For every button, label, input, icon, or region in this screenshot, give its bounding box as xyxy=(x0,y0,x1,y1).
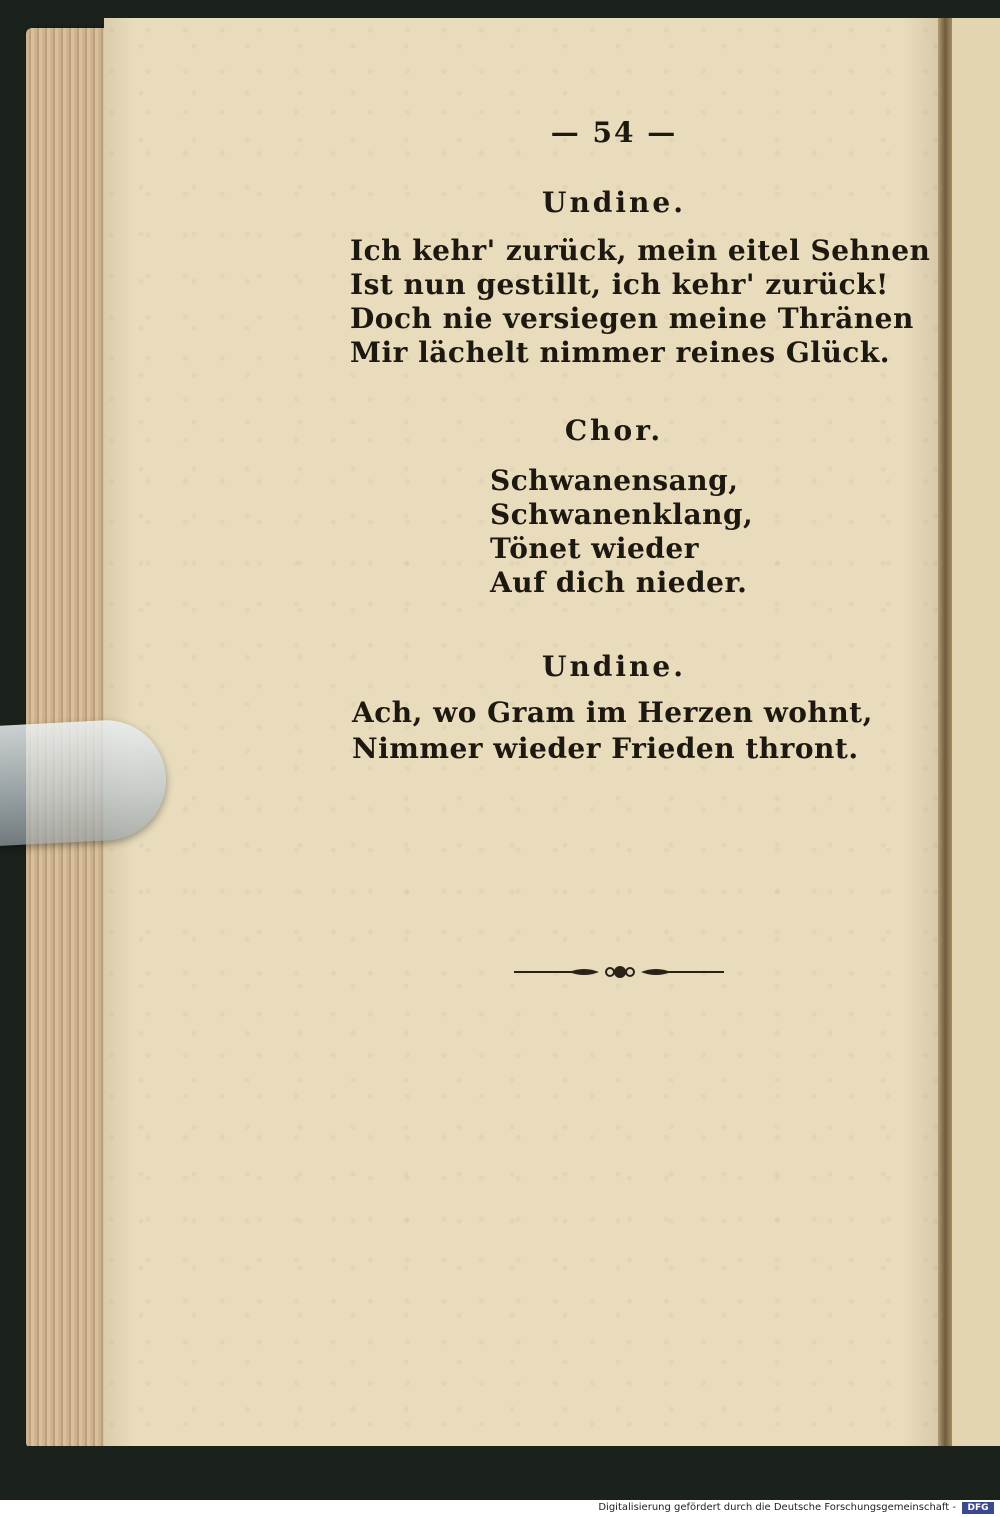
funding-credit: Digitalisierung gefördert durch die Deutsche Forschungsgemeinschaft - xyxy=(598,1502,956,1513)
book-gutter xyxy=(938,18,952,1446)
page-number: — 54 — xyxy=(550,116,678,149)
verse-line: Ich kehr' zurück, mein eitel Sehnen xyxy=(350,234,931,267)
section-heading-undine: Undine. xyxy=(542,186,686,219)
verse-line: Mir lächelt nimmer reines Glück. xyxy=(350,336,891,369)
verse-line: Ist nun gestillt, ich kehr' zurück! xyxy=(350,268,889,301)
verse-line: Ach, wo Gram im Herzen wohnt, xyxy=(352,696,873,729)
ornament-divider xyxy=(514,958,724,986)
section-heading-undine: Undine. xyxy=(542,650,686,683)
section-heading-chor: Chor. xyxy=(564,414,664,447)
verse-line: Doch nie versiegen meine Thränen xyxy=(350,302,914,335)
footer-bar xyxy=(0,1500,1000,1517)
verse-line: Nimmer wieder Frieden thront. xyxy=(352,732,859,765)
verse-line: Tönet wieder xyxy=(490,532,699,565)
verse-line: Schwanenklang, xyxy=(490,498,754,531)
book-page xyxy=(104,18,946,1446)
facing-page-edge xyxy=(952,18,1000,1446)
verse-line: Schwanensang, xyxy=(490,464,739,497)
dfg-logo: DFG xyxy=(962,1502,994,1514)
verse-line: Auf dich nieder. xyxy=(490,566,748,599)
scanner-bottom xyxy=(0,1446,1000,1500)
